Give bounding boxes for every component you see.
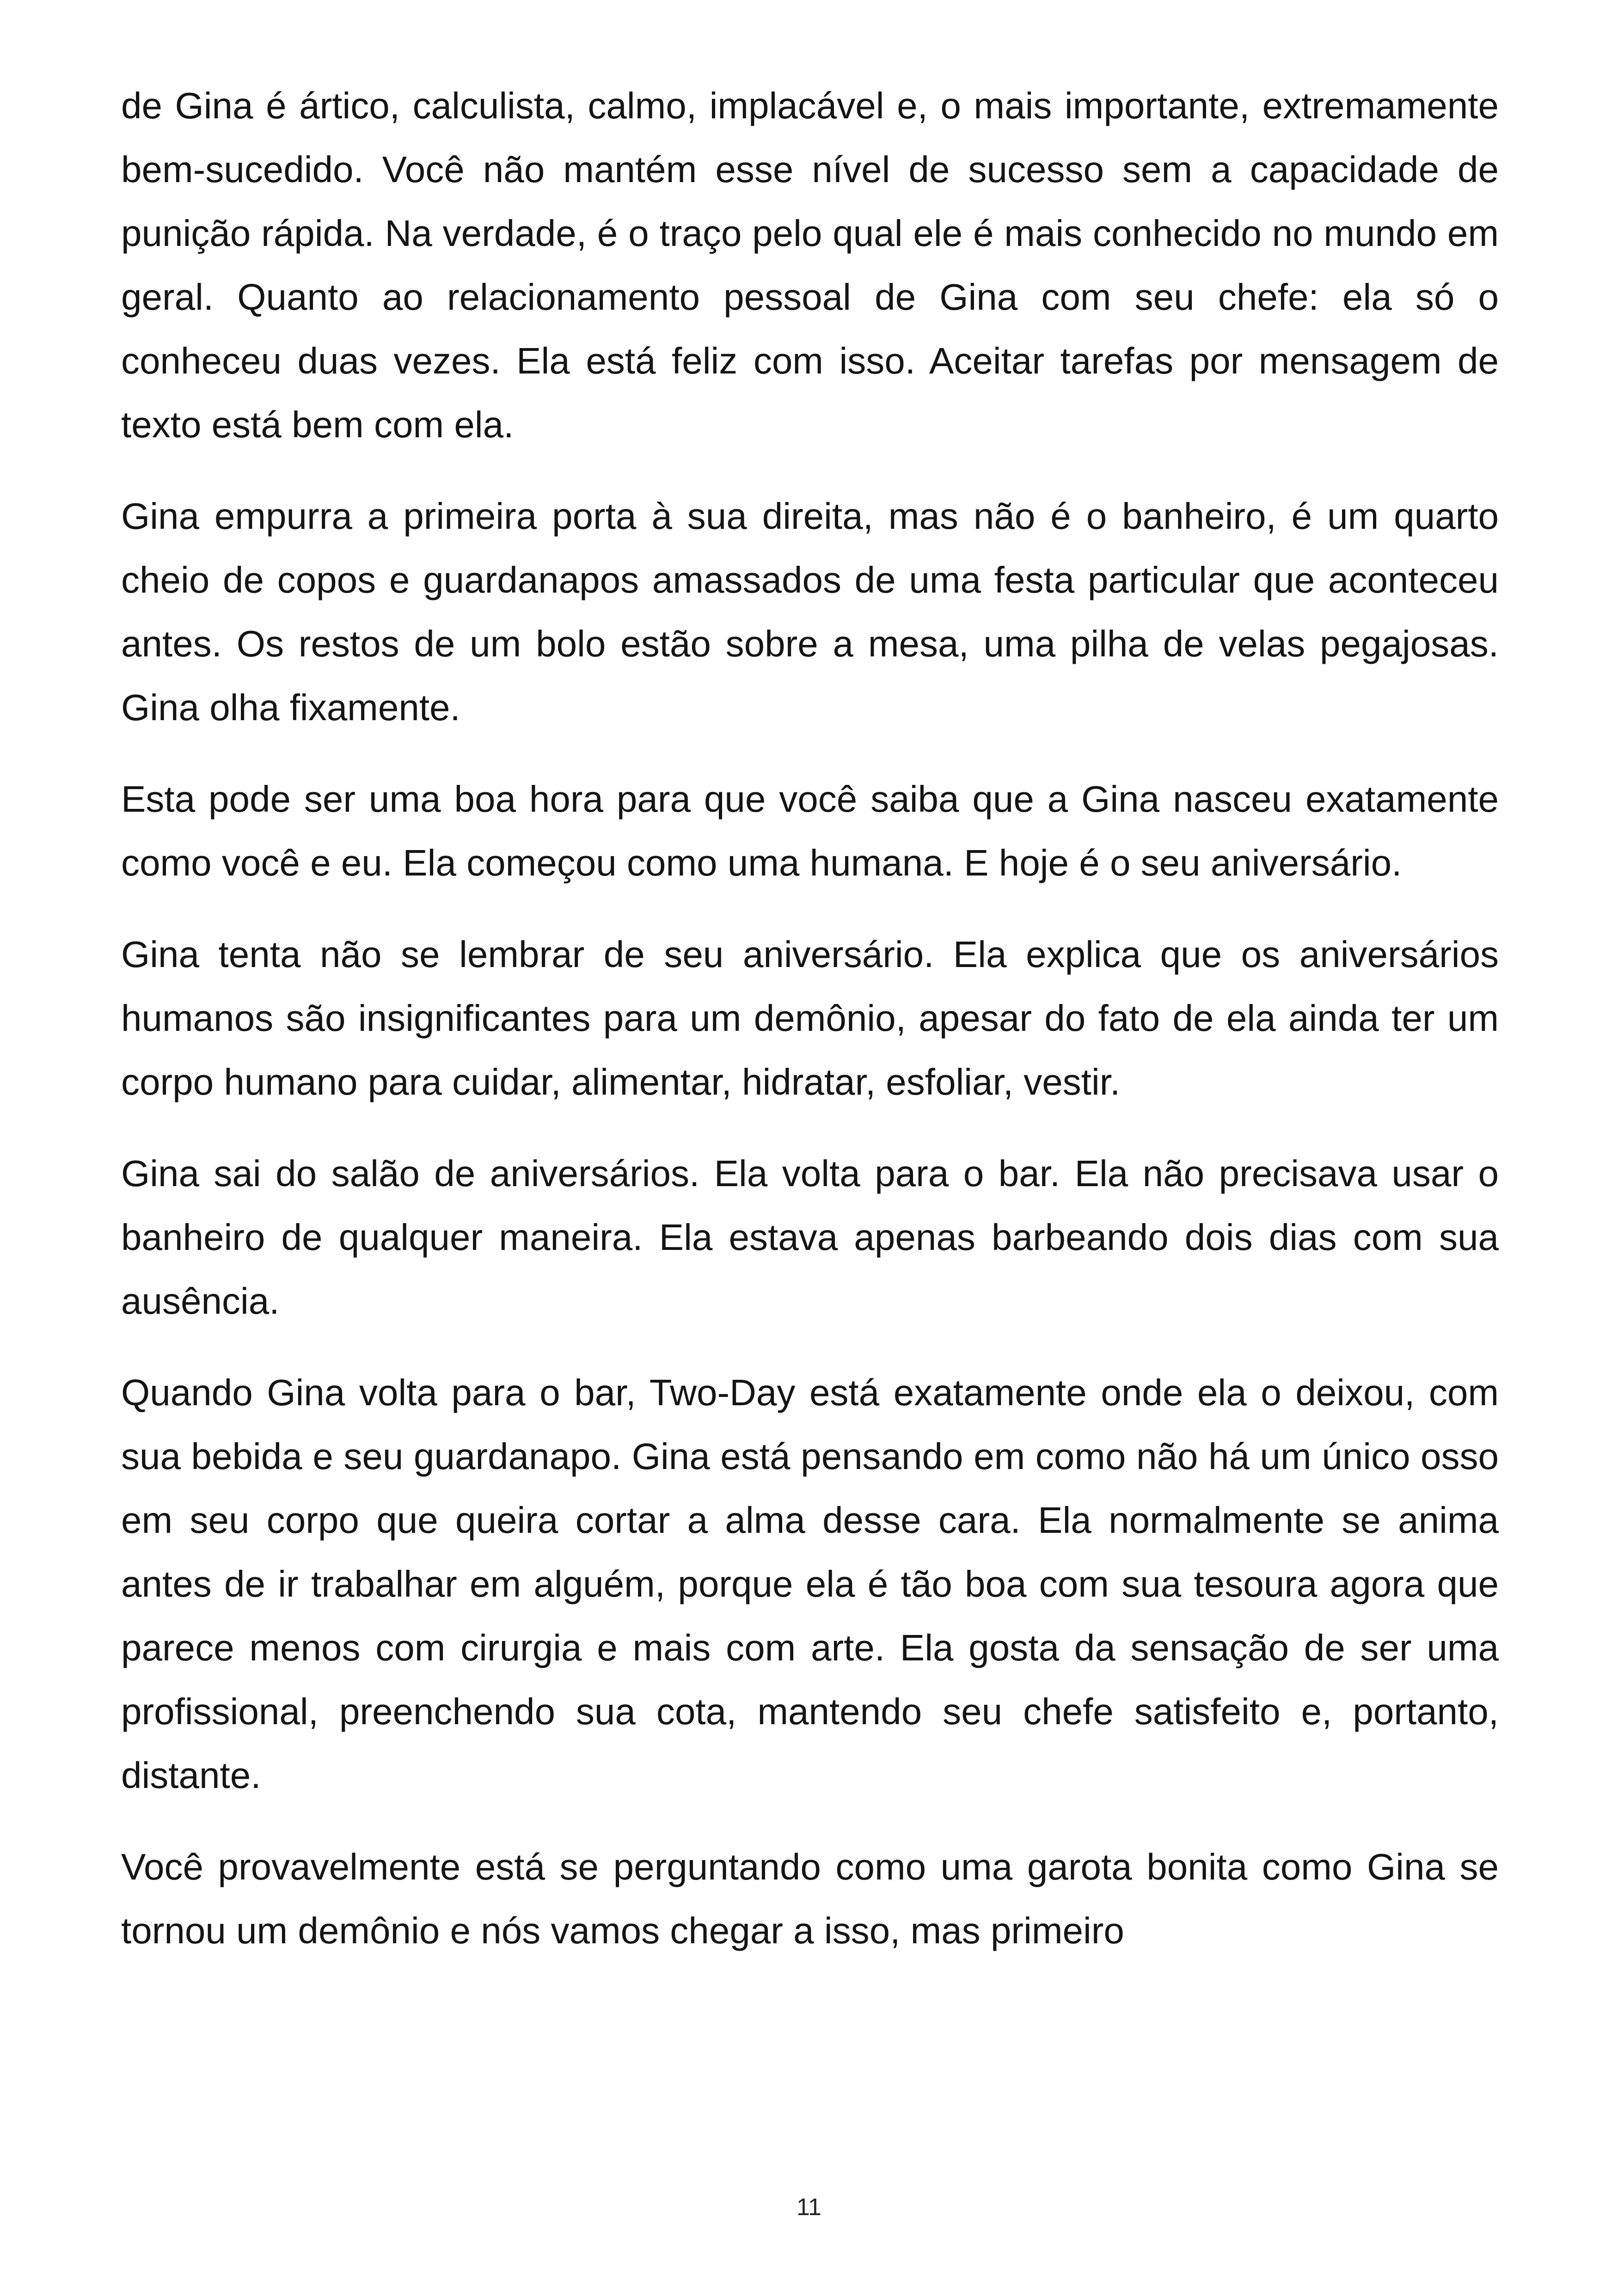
paragraph-6: Quando Gina volta para o bar, Two-Day está exatamente onde ela o deixou, com sua bebida e seu guardanapo. Gina está pensando em como não há um único osso em seu corpo que queira cortar a alma desse cara. Ela normalmente se anima antes de ir trabalhar em alguém, porque ela é tão boa com sua tesoura agora que parece menos com cirurgia e mais com arte. Ela gosta da sensação de ser uma profissional, preenchendo sua cota, mantendo seu chefe satisfeito e, portanto, distante.: [121, 1372, 1499, 1796]
paragraph-1: de Gina é ártico, calculista, calmo, implacável e, o mais importante, extremamente bem-sucedido. Você não mantém esse nível de sucesso sem a capacidade de punição rápida. Na verdade, é o traço pelo qual ele é mais conhecido no mundo em geral. Quanto ao relacionamento pessoal de Gina com seu chefe: ela só o conheceu duas vezes. Ela está feliz com isso. Aceitar tarefas por mensagem de texto está bem com ela.: [121, 85, 1499, 445]
paragraph-4: Gina tenta não se lembrar de seu aniversário. Ela explica que os aniversários humanos são insignificantes para um demônio, apesar do fato de ela ainda ter um corpo humano para cuidar, alimentar, hidratar, esfoliar, vestir.: [121, 934, 1499, 1102]
paragraph-7: Você provavelmente está se perguntando como uma garota bonita como Gina se tornou um demônio e nós vamos chegar a isso, mas primeiro: [121, 1846, 1499, 1951]
page-number: 11: [797, 2194, 821, 2221]
paragraph-5: Gina sai do salão de aniversários. Ela volta para o bar. Ela não precisava usar o banheiro de qualquer maneira. Ela estava apenas barbeando dois dias com sua ausência.: [121, 1153, 1499, 1322]
paragraph-3: Esta pode ser uma boa hora para que você saiba que a Gina nasceu exatamente como você e eu. Ela começou como uma humana. E hoje é o seu aniversário.: [121, 778, 1499, 883]
paragraph-2: Gina empurra a primeira porta à sua direita, mas não é o banheiro, é um quarto cheio de copos e guardanapos amassados de uma festa particular que aconteceu antes. Os restos de um bolo estão sobre a mesa, uma pilha de velas pegajosas. Gina olha fixamente.: [121, 496, 1499, 728]
body-text: [121, 74, 1499, 1990]
